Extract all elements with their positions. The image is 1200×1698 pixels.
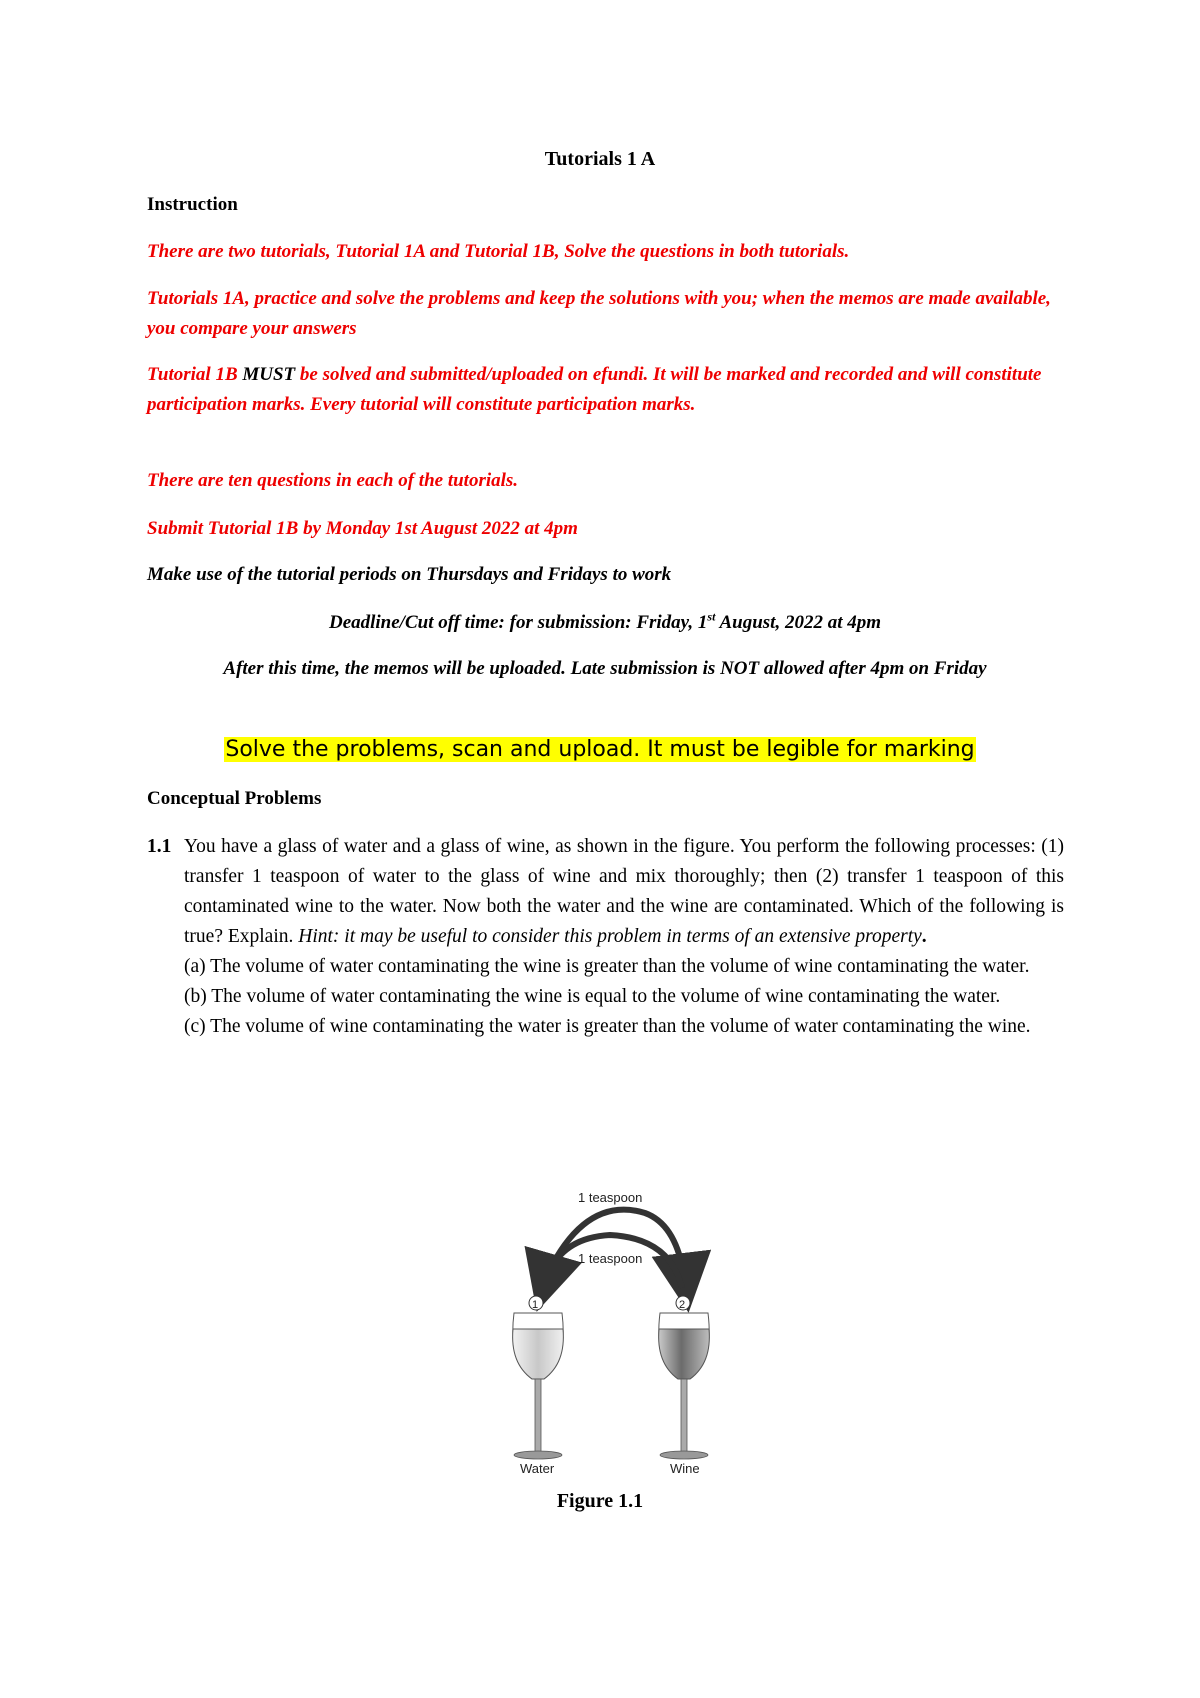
instruction-paragraph-4: There are ten questions in each of the tutorials. [147, 470, 519, 491]
step-1-label: 1 [532, 1299, 539, 1311]
instruction-heading: Instruction [147, 194, 238, 215]
late-submission-note: After this time, the memos will be uploaded. Late submission is NOT allowed after 4pm on Friday [223, 658, 987, 679]
water-glass [513, 1313, 564, 1459]
question-option-c: (c) The volume of wine contaminating the water is greater than the volume of water contaminating the wine. [184, 1016, 1031, 1037]
must-emphasis: MUST [242, 364, 296, 385]
bottom-arrow-label: 1 teaspoon [578, 1251, 643, 1266]
deadline-ordinal-suffix: st [707, 609, 716, 624]
instruction-paragraph-3 [147, 360, 1063, 420]
question-hint-end: . [921, 926, 927, 947]
instruction-paragraph-2: Tutorials 1A, practice and solve the problems and keep the solutions with you; when the memos are made available, you compare your answers [147, 288, 1051, 339]
instruction-paragraph-3-start: Tutorial 1B [147, 364, 238, 385]
question-body [184, 832, 1064, 1042]
deadline-text-end: August, 2022 at 4pm [715, 612, 882, 633]
water-label: Water [520, 1461, 555, 1473]
figure-caption: Figure 1.1 [556, 1490, 644, 1512]
page-title: Tutorials 1 A [544, 148, 656, 170]
instruction-paragraph-3-end: be solved and submitted/uploaded on efundi. It will be marked and recorded and will constitute participation marks. Every tutorial will constitute participation marks. [147, 364, 1042, 415]
glasses-figure [500, 1183, 730, 1473]
step-2-label: 2 [679, 1299, 686, 1311]
submit-deadline-line: Submit Tutorial 1B by Monday 1st August 2022 at 4pm [147, 518, 578, 539]
instruction-paragraph-1: There are two tutorials, Tutorial 1A and Tutorial 1B, Solve the questions in both tutorials. [147, 241, 850, 262]
question-option-a: (a) The volume of water contaminating the wine is greater than the volume of wine contaminating the water. [184, 956, 1030, 977]
highlight-banner [0, 733, 1200, 767]
question-number: 1.1 [147, 836, 172, 857]
question-option-b: (b) The volume of water contaminating the wine is equal to the volume of wine contaminating the water. [184, 986, 1001, 1007]
highlight-text: Solve the problems, scan and upload. It must be legible for marking [225, 737, 975, 762]
tutorial-periods-note: Make use of the tutorial periods on Thursdays and Fridays to work [147, 564, 672, 585]
section-heading: Conceptual Problems [147, 788, 322, 809]
deadline-statement [147, 608, 1063, 638]
question-text: You have a glass of water and a glass of wine, as shown in the figure. You perform the following processes: (1) transfer 1 teaspoon of water to the glass of wine and mix thoroughly; then (2) transfer 1 teaspoon of this contaminated wine to the water. Now both the water and the wine are contaminated. Which of the following is true? Explain. [184, 836, 1064, 947]
wine-label: Wine [670, 1461, 700, 1473]
wine-glass [659, 1313, 710, 1459]
question-hint: Hint: it may be useful to consider this problem in terms of an extensive property [298, 926, 922, 947]
deadline-text-start: Deadline/Cut off time: for submission: Friday, 1 [328, 612, 708, 633]
top-arrow-label: 1 teaspoon [578, 1190, 643, 1205]
